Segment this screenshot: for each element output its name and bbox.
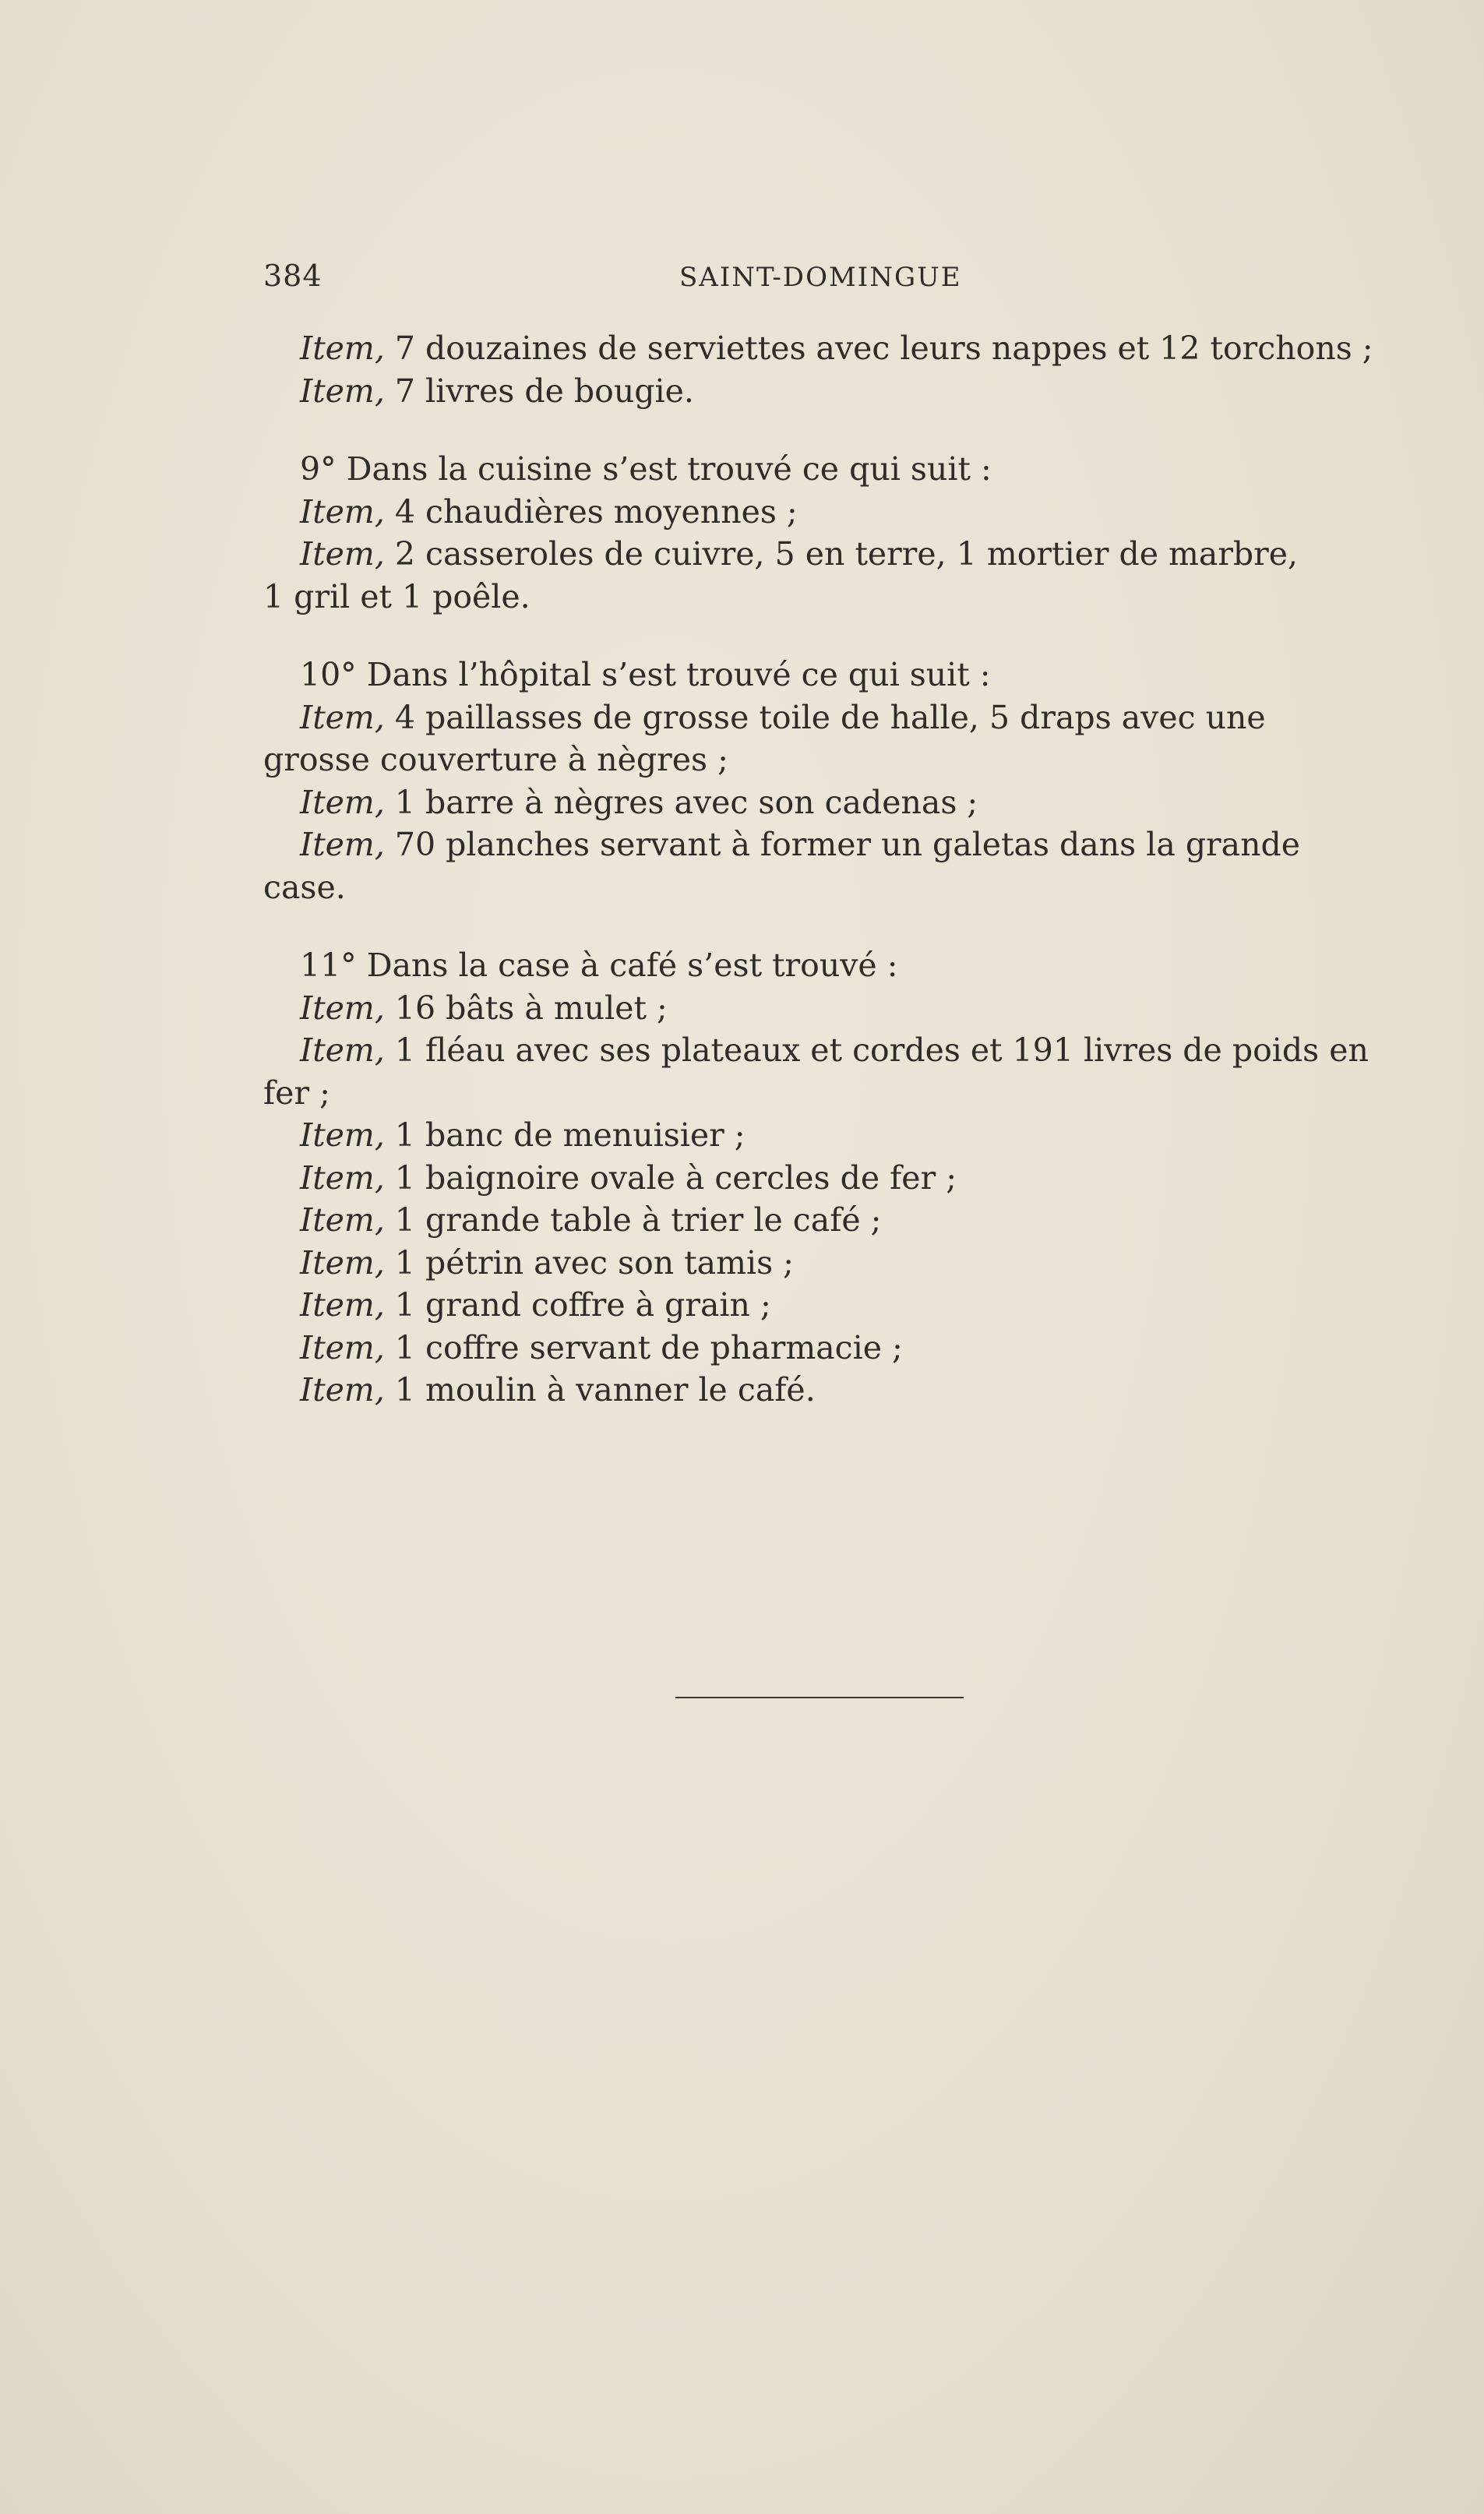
item-text: 1 fléau avec ses plateaux et cordes et 191 livres de poids en (394, 1031, 1369, 1069)
item-text: 2 casseroles de cuivre, 5 en terre, 1 mortier de marbre, (394, 535, 1299, 573)
body-text (263, 327, 1382, 1412)
item-line (263, 1157, 1382, 1200)
item-text: 7 douzaines de serviettes avec leurs nappes et 12 torchons ; (394, 330, 1373, 367)
item-line (263, 1284, 1382, 1327)
item-text: 4 chaudières moyennes ; (394, 492, 798, 531)
item-line (263, 1242, 1382, 1285)
end-rule (675, 1697, 964, 1698)
item-text: 16 bâts à mulet ; (394, 989, 668, 1027)
item-text: 1 baignoire ovale à cercles de fer ; (394, 1158, 957, 1197)
page-number: 384 (263, 259, 323, 293)
item-text: 1 moulin à vanner le café. (394, 1371, 816, 1409)
item-text: 4 paillasses de grosse toile de halle, 5 draps avec une (394, 698, 1266, 736)
item-label: Item, (300, 1243, 385, 1282)
item-label: Item, (300, 783, 385, 821)
item-line (263, 533, 1382, 576)
item-label: Item, (300, 1031, 385, 1069)
item-line (263, 327, 1382, 370)
item-label: Item, (300, 1286, 385, 1324)
item-label: Item, (300, 1328, 385, 1366)
item-label: Item, (300, 1201, 385, 1239)
item-label: Item, (300, 492, 385, 531)
item-line (263, 1114, 1382, 1157)
item-label: Item, (300, 535, 385, 573)
item-line (263, 1327, 1382, 1370)
item-label: Item, (300, 330, 385, 367)
item-text: 1 coffre servant de pharmacie ; (394, 1328, 903, 1366)
item-text: 7 livres de bougie. (394, 372, 694, 410)
item-line (263, 987, 1382, 1030)
item-line (263, 370, 1382, 413)
section-heading-coffee-house: 11° Dans la case à café s’est trouvé : (300, 947, 898, 984)
item-line (263, 823, 1382, 866)
item-line (263, 781, 1382, 824)
item-text: 1 grande table à trier le café ; (394, 1201, 882, 1239)
item-label: Item, (300, 826, 385, 863)
item-label: Item, (300, 698, 385, 736)
item-continuation: grosse couverture à nègres ; (263, 741, 728, 778)
item-line (263, 1199, 1382, 1242)
item-text: 1 grand coffre à grain ; (394, 1286, 771, 1324)
item-label: Item, (300, 989, 385, 1027)
page-header (263, 259, 1042, 302)
item-label: Item, (300, 1158, 385, 1197)
item-text: 1 pétrin avec son tamis ; (394, 1243, 794, 1282)
item-continuation: fer ; (263, 1074, 330, 1112)
running-title: SAINT-DOMINGUE (679, 262, 962, 293)
item-text: 1 barre à nègres avec son cadenas ; (394, 783, 978, 821)
item-line (263, 491, 1382, 534)
item-label: Item, (300, 1371, 385, 1409)
section-heading-hospital: 10° Dans l’hôpital s’est trouvé ce qui suit : (300, 656, 991, 693)
item-line (263, 1369, 1382, 1412)
item-line (263, 1029, 1382, 1072)
item-text: 70 planches servant à former un galetas dans la grande (394, 826, 1301, 863)
item-line (263, 696, 1382, 739)
item-label: Item, (300, 1116, 385, 1154)
item-continuation: 1 gril et 1 poêle. (263, 577, 531, 615)
item-continuation: case. (263, 868, 346, 906)
item-text: 1 banc de menuisier ; (394, 1116, 746, 1154)
item-label: Item, (300, 372, 385, 410)
section-heading-kitchen: 9° Dans la cuisine s’est trouvé ce qui suit : (300, 450, 992, 488)
